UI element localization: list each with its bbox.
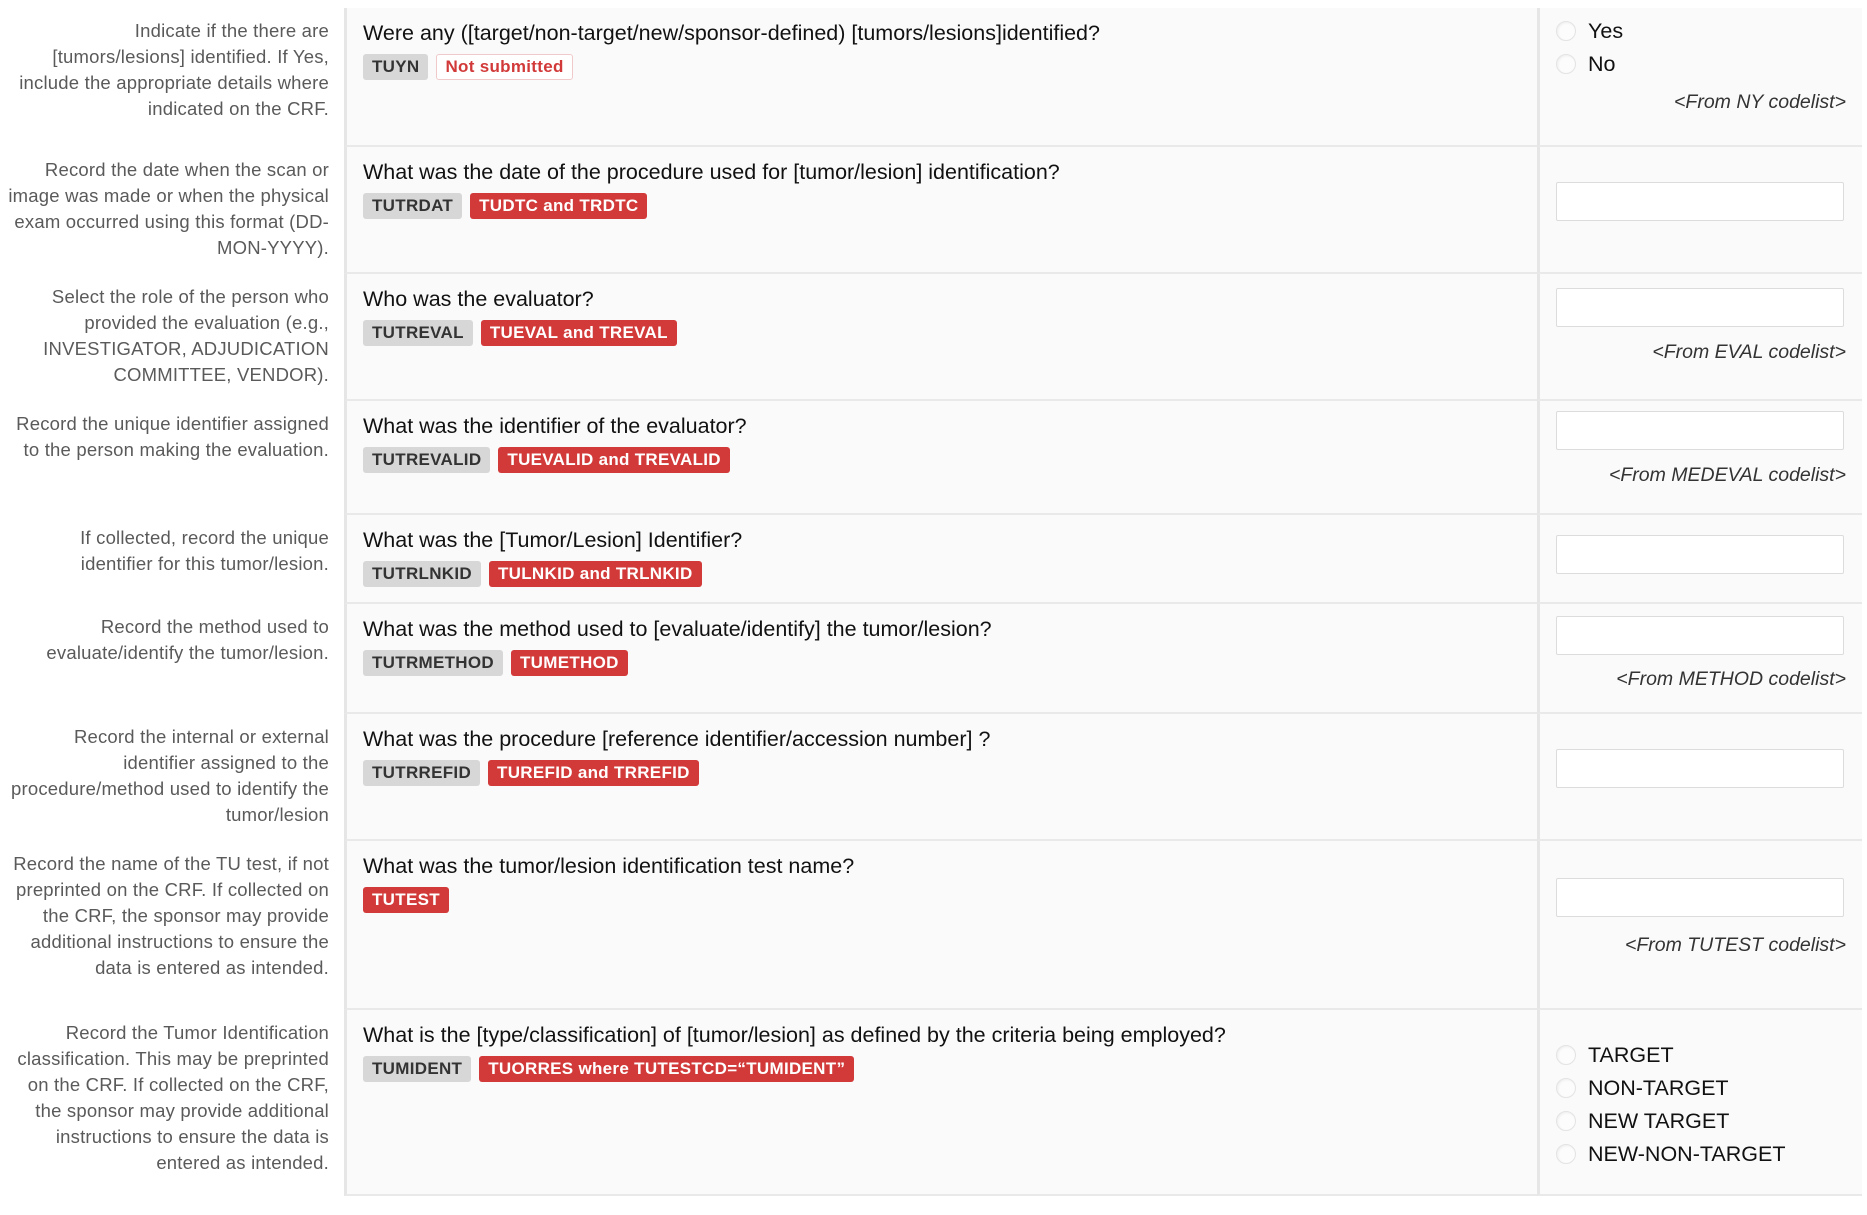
lesion-id-input[interactable] bbox=[1556, 535, 1844, 574]
radio-option-no[interactable]: No bbox=[1556, 51, 1846, 77]
variable-tag: TUMIDENT bbox=[363, 1056, 471, 1082]
tag-group bbox=[363, 447, 1521, 473]
tag-group bbox=[363, 887, 1521, 913]
completion-instruction: Record the method used to evaluate/identify the tumor/lesion. bbox=[46, 616, 329, 663]
completion-instruction: Select the role of the person who provided the evaluation (e.g., INVESTIGATOR, ADJUDICATION COMMITTEE, VENDOR). bbox=[43, 286, 329, 385]
answer-cell bbox=[1537, 401, 1862, 515]
question-text: What was the [Tumor/Lesion] Identifier? bbox=[363, 528, 743, 552]
variable-tag: TUTRREFID bbox=[363, 760, 480, 786]
codelist-note: <From MEDEVAL codelist> bbox=[1609, 464, 1846, 486]
question-text: What was the procedure [reference identifier/accession number] ? bbox=[363, 727, 991, 751]
tag-group bbox=[363, 320, 1521, 346]
radio-button-icon[interactable] bbox=[1556, 54, 1576, 74]
completion-instruction: If collected, record the unique identifier for this tumor/lesion. bbox=[80, 527, 329, 574]
question-text: Were any ([target/non-target/new/sponsor-defined) [tumors/lesions]identified? bbox=[363, 21, 1100, 45]
radio-option-new-target[interactable]: NEW TARGET bbox=[1556, 1108, 1846, 1134]
question-text: What was the tumor/lesion identification test name? bbox=[363, 854, 855, 878]
question-cell bbox=[344, 1010, 1537, 1196]
question-cell bbox=[344, 714, 1537, 841]
mapping-tag: TUMETHOD bbox=[511, 650, 628, 676]
tag-group bbox=[363, 1056, 1521, 1082]
radio-button-icon[interactable] bbox=[1556, 1144, 1576, 1164]
variable-tag: TUTRMETHOD bbox=[363, 650, 503, 676]
radio-option-yes[interactable]: Yes bbox=[1556, 18, 1846, 44]
variable-tag: TUTRLNKID bbox=[363, 561, 481, 587]
radio-option-non-target[interactable]: NON-TARGET bbox=[1556, 1075, 1846, 1101]
completion-instruction: Record the unique identifier assigned to the person making the evaluation. bbox=[16, 413, 329, 460]
mapping-tag: TUEVALID and TREVALID bbox=[498, 447, 729, 473]
variable-tag: TUTRDAT bbox=[363, 193, 462, 219]
method-input[interactable] bbox=[1556, 616, 1844, 655]
question-cell bbox=[344, 274, 1537, 401]
radio-button-icon[interactable] bbox=[1556, 21, 1576, 41]
tag-group bbox=[363, 760, 1521, 786]
mapping-tag: TUREFID and TRREFID bbox=[488, 760, 699, 786]
mapping-tag: TULNKID and TRLNKID bbox=[489, 561, 702, 587]
codelist-note: <From METHOD codelist> bbox=[1616, 668, 1846, 690]
mapping-tag: TUTEST bbox=[363, 887, 449, 913]
tag-group bbox=[363, 650, 1521, 676]
tag-group bbox=[363, 561, 1521, 587]
answer-cell bbox=[1537, 841, 1862, 1010]
answer-cell bbox=[1537, 147, 1862, 274]
question-cell bbox=[344, 401, 1537, 515]
mapping-tag: TUDTC and TRDTC bbox=[470, 193, 647, 219]
question-text: Who was the evaluator? bbox=[363, 287, 594, 311]
question-cell bbox=[344, 8, 1537, 147]
mapping-tag: TUORRES where TUTESTCD=“TUMIDENT” bbox=[479, 1056, 854, 1082]
question-text: What was the date of the procedure used for [tumor/lesion] identification? bbox=[363, 160, 1060, 184]
answer-cell bbox=[1537, 8, 1862, 147]
radio-button-icon[interactable] bbox=[1556, 1078, 1576, 1098]
answer-cell bbox=[1537, 1010, 1862, 1196]
answer-cell bbox=[1537, 274, 1862, 401]
question-text: What was the method used to [evaluate/identify] the tumor/lesion? bbox=[363, 617, 992, 641]
answer-cell bbox=[1537, 604, 1862, 714]
radio-option-new-non-target[interactable]: NEW-NON-TARGET bbox=[1556, 1141, 1846, 1167]
reference-id-input[interactable] bbox=[1556, 749, 1844, 788]
codelist-note: <From NY codelist> bbox=[1674, 91, 1846, 113]
test-name-input[interactable] bbox=[1556, 878, 1844, 917]
question-cell bbox=[344, 841, 1537, 1010]
mapping-tag: TUEVAL and TREVAL bbox=[481, 320, 677, 346]
radio-group bbox=[1556, 18, 1846, 77]
date-input[interactable] bbox=[1556, 182, 1844, 221]
question-cell bbox=[344, 147, 1537, 274]
variable-tag: TUTREVALID bbox=[363, 447, 490, 473]
evaluator-id-input[interactable] bbox=[1556, 411, 1844, 450]
tag-group bbox=[363, 193, 1521, 219]
completion-instruction: Record the date when the scan or image was made or when the physical exam occurred using this format (DD-MON-YYYY). bbox=[8, 159, 329, 258]
codelist-note: <From TUTEST codelist> bbox=[1624, 934, 1846, 956]
radio-option-target[interactable]: TARGET bbox=[1556, 1042, 1846, 1068]
mapping-tag: Not submitted bbox=[436, 54, 572, 80]
radio-button-icon[interactable] bbox=[1556, 1045, 1576, 1065]
codelist-note: <From EVAL codelist> bbox=[1652, 341, 1846, 363]
completion-instruction: Record the internal or external identifier assigned to the procedure/method used to identify the tumor/lesion bbox=[11, 726, 329, 825]
evaluator-input[interactable] bbox=[1556, 288, 1844, 327]
crf-form bbox=[0, 8, 1862, 1196]
question-cell bbox=[344, 604, 1537, 714]
answer-cell bbox=[1537, 515, 1862, 604]
completion-instruction: Record the Tumor Identification classification. This may be preprinted on the CRF. If collected on the CRF, the sponsor may provide additional instructions to ensure the data is entered as intended. bbox=[17, 1022, 329, 1173]
answer-cell bbox=[1537, 714, 1862, 841]
tag-group bbox=[363, 54, 1521, 80]
completion-instruction: Record the name of the TU test, if not preprinted on the CRF. If collected on the CRF, the sponsor may provide additional instructions to ensure the data is entered as intended. bbox=[13, 853, 329, 978]
completion-instruction: Indicate if the there are [tumors/lesions] identified. If Yes, include the appropriate details where indicated on the CRF. bbox=[19, 20, 329, 119]
question-text: What is the [type/classification] of [tumor/lesion] as defined by the criteria being employed? bbox=[363, 1023, 1226, 1047]
radio-group bbox=[1556, 1042, 1846, 1167]
question-cell bbox=[344, 515, 1537, 604]
variable-tag: TUYN bbox=[363, 54, 428, 80]
question-text: What was the identifier of the evaluator? bbox=[363, 414, 747, 438]
variable-tag: TUTREVAL bbox=[363, 320, 473, 346]
radio-button-icon[interactable] bbox=[1556, 1111, 1576, 1131]
